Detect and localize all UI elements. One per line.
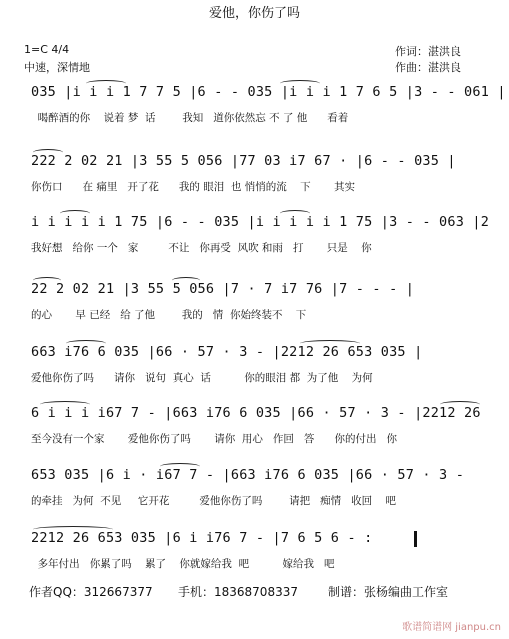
notation-line: 222 2 02 21 |3 55 5 056 |77 03 i7 67 · |6 - - 035 | — [31, 153, 456, 169]
notation-line: 2212 26 653 035 |6 i i76 7 - |7 6 5 6 - : — [31, 530, 373, 546]
author-qq: 作者QQ：312667377 — [29, 585, 153, 599]
lyricist-credit: 作词：湛洪良 — [395, 45, 461, 58]
song-title: 爱他，你伤了吗 — [208, 6, 300, 21]
lyric-line: 爱他你伤了吗 请你 说句 真心 话 你的眼泪 都 为了他 为何 — [31, 372, 373, 384]
slur-mark — [86, 80, 126, 87]
key-signature: 1=C 4/4 — [24, 43, 70, 56]
slur-mark — [60, 210, 90, 217]
final-barline — [414, 531, 417, 547]
slur-mark — [440, 401, 480, 408]
author-phone: 手机：18368708337 — [178, 585, 298, 599]
lyric-line: 的心 早 已经 给 了他 我的 情 你始终装不 下 — [31, 309, 307, 321]
slur-mark — [160, 463, 200, 470]
notation-line: i i i i i 1 75 |6 - - 035 |i i i i i 1 75 |3 - - 063 |2 — [31, 214, 490, 230]
slur-mark — [33, 526, 113, 533]
lyric-line: 我好想 给你 一个 家 不让 你再受 风吹 和雨 打 只是 你 — [31, 242, 372, 254]
notation-line: 22 2 02 21 |3 55 5 056 |7 · 7 i7 76 |7 - - - | — [31, 281, 415, 297]
lyric-line: 喝醉酒的你 说着 梦 话 我知 道你依然忘 不 了 他 看着 — [31, 112, 349, 124]
lyric-line: 的牵挂 为何 不见 它开花 爱他你伤了吗 请把 痴情 收回 吧 — [31, 495, 396, 507]
notation-line: 663 i76 6 035 |66 · 57 · 3 - |2212 26 653 035 | — [31, 344, 423, 360]
lyric-line: 多年付出 你累了吗 累了 你就嫁给我 吧 嫁给我 吧 — [31, 558, 335, 570]
site-watermark: 歌谱简谱网 jianpu.cn — [402, 622, 501, 633]
notation-line: 035 |i i i 1 7 7 5 |6 - - 035 |i i i 1 7 6 5 |3 - - 061 | — [31, 84, 506, 100]
arranger-credit: 制谱：张杨编曲工作室 — [328, 585, 449, 599]
notation-line: 653 035 |6 i · i67 7 - |663 i76 6 035 |66 · 57 · 3 - — [31, 467, 465, 483]
slur-mark — [33, 149, 63, 156]
composer-credit: 作曲：湛洪良 — [395, 61, 461, 74]
slur-mark — [280, 210, 310, 217]
lyric-line: 你伤口 在 痛里 开了花 我的 眼泪 也 悄悄的流 下 其实 — [31, 181, 355, 193]
slur-mark — [66, 340, 106, 347]
slur-mark — [33, 277, 61, 284]
slur-mark — [280, 80, 320, 87]
lyric-line: 至今没有一个家 爱他你伤了吗 请你 用心 作回 答 你的付出 你 — [31, 433, 397, 445]
slur-mark — [172, 277, 200, 284]
slur-mark — [40, 401, 90, 408]
tempo-marking: 中速，深情地 — [24, 61, 90, 74]
slur-mark — [300, 340, 360, 347]
notation-line: 6 i i i i67 7 - |663 i76 6 035 |66 · 57 · 3 - |2212 26 — [31, 405, 481, 421]
